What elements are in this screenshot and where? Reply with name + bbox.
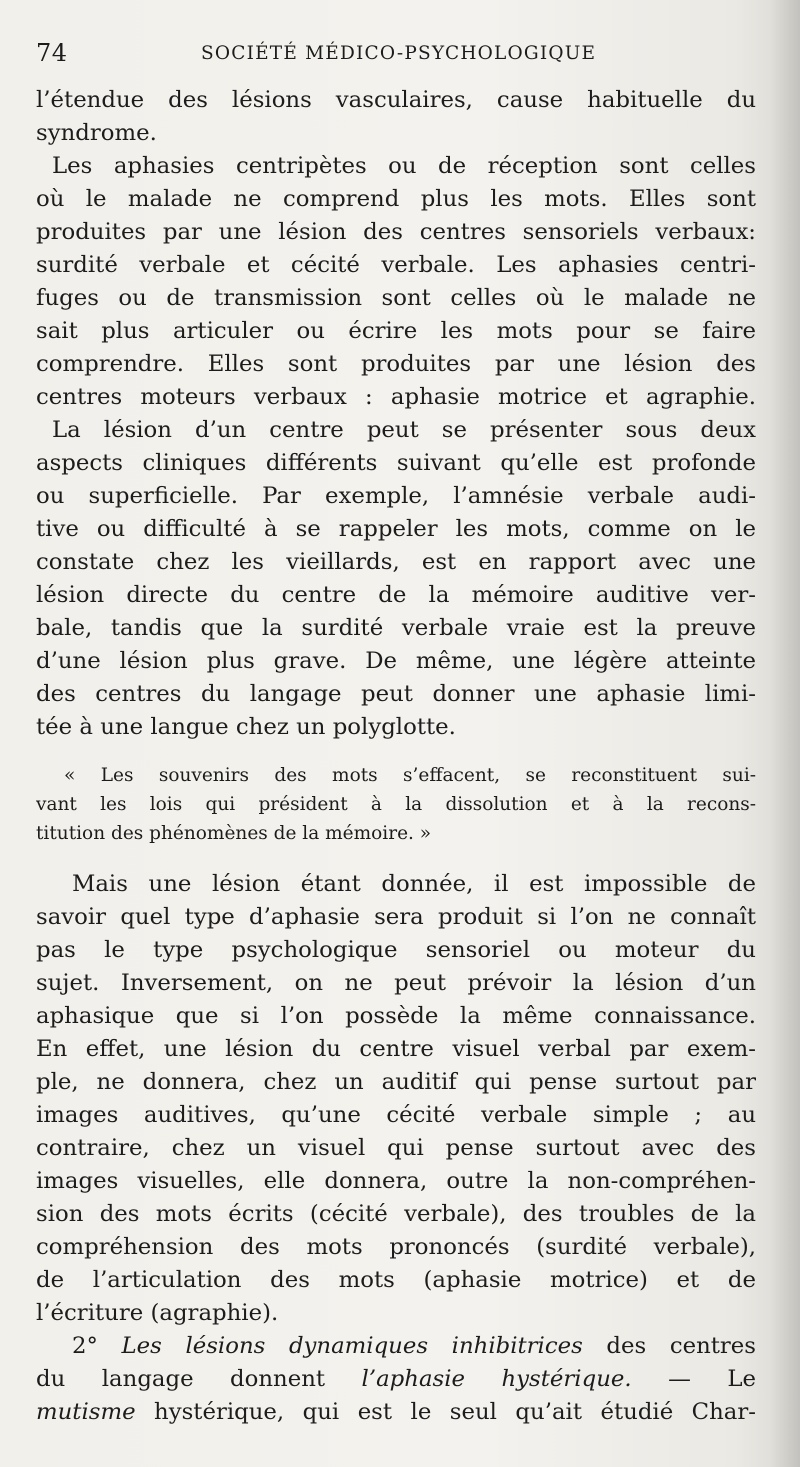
text-line: Mais une lésion étant donnée, il est impossible de	[72, 871, 756, 897]
text-line: tive ou difficulté à se rappeler les mots, comme on le	[36, 516, 756, 542]
text-line: bale, tandis que la surdité verbale vraie est la preuve	[36, 615, 756, 641]
text-run: des centres	[582, 1333, 756, 1359]
page-header	[36, 38, 756, 68]
text-line: ple, ne donnera, chez un auditif qui pense surtout par	[36, 1069, 756, 1095]
quote-line: « Les souvenirs des mots s’effacent, se reconstituent sui-	[64, 765, 756, 786]
text-line: d’une lésion plus grave. De même, une légère atteinte	[36, 648, 756, 674]
text-run: du langage donnent	[36, 1366, 362, 1392]
text-line	[36, 1330, 756, 1363]
text-line: constate chez les vieillards, est en rapport avec une	[36, 549, 756, 575]
text-line: lésion directe du centre de la mémoire auditive ver-	[36, 582, 756, 608]
text-line: de l’articulation des mots (aphasie motrice) et de	[36, 1267, 756, 1293]
text-line: compréhension des mots prononcés (surdité verbale),	[36, 1234, 756, 1260]
text-line: sait plus articuler ou écrire les mots pour se faire	[36, 318, 756, 344]
italic-term: l’aphasie hystérique.	[361, 1366, 632, 1392]
text-line: produites par une lésion des centres sensoriels verbaux:	[36, 219, 756, 245]
text-line: contraire, chez un visuel qui pense surtout avec des	[36, 1135, 756, 1161]
paragraph-block-3	[36, 1330, 756, 1429]
text-line: surdité verbale et cécité verbale. Les aphasies centri-	[36, 252, 756, 278]
quote-line: vant les lois qui président à la dissolution et à la recons-	[36, 794, 756, 815]
text-line: des centres du langage peut donner une aphasie limi-	[36, 681, 756, 707]
text-run: — Le	[631, 1366, 756, 1392]
text-line: images auditives, qu’une cécité verbale simple ; au	[36, 1102, 756, 1128]
italic-term: Les lésions dynamiques inhibitrices	[121, 1333, 583, 1359]
section-number: 2°	[72, 1333, 122, 1359]
text-line: où le malade ne comprend plus les mots. Elles sont	[36, 186, 756, 212]
text-line: syndrome.	[36, 120, 157, 146]
text-line: comprendre. Elles sont produites par une lésion des	[36, 351, 756, 377]
text-line: En effet, une lésion du centre visuel verbal par exem-	[36, 1036, 756, 1062]
text-line	[36, 1363, 756, 1396]
text-line: savoir quel type d’aphasie sera produit si l’on ne connaît	[36, 904, 756, 930]
block-quote	[36, 761, 756, 848]
paragraph-block-1	[36, 84, 756, 744]
text-line: ou superficielle. Par exemple, l’amnésie verbale audi-	[36, 483, 756, 509]
quote-line: titution des phénomènes de la mémoire. »	[36, 823, 432, 844]
text-line	[36, 1396, 756, 1429]
text-line: aphasique que si l’on possède la même connaissance.	[36, 1003, 756, 1029]
text-line: images visuelles, elle donnera, outre la non-compréhen-	[36, 1168, 756, 1194]
paragraph-block-2	[36, 868, 756, 1330]
text-line: pas le type psychologique sensoriel ou moteur du	[36, 937, 756, 963]
text-line: sujet. Inversement, on ne peut prévoir la lésion d’un	[36, 970, 756, 996]
page-number: 74	[36, 39, 68, 67]
text-run: hystérique, qui est le seul qu’ait étudié Char-	[135, 1399, 756, 1425]
running-head: SOCIÉTÉ MÉDICO-PSYCHOLOGIQUE	[201, 43, 597, 64]
binding-shadow	[770, 0, 800, 1467]
text-line: centres moteurs verbaux : aphasie motrice et agraphie.	[36, 384, 756, 410]
text-line: tée à une langue chez un polyglotte.	[36, 714, 456, 740]
text-line: Les aphasies centripètes ou de réception sont celles	[52, 153, 756, 179]
text-line: sion des mots écrits (cécité verbale), des troubles de la	[36, 1201, 756, 1227]
text-line: La lésion d’un centre peut se présenter sous deux	[52, 417, 756, 443]
text-line: fuges ou de transmission sont celles où le malade ne	[36, 285, 756, 311]
italic-term: mutisme	[36, 1399, 136, 1425]
text-line: l’étendue des lésions vasculaires, cause habituelle du	[36, 87, 756, 113]
text-line: l’écriture (agraphie).	[36, 1300, 279, 1326]
text-line: aspects cliniques différents suivant qu’elle est profonde	[36, 450, 756, 476]
